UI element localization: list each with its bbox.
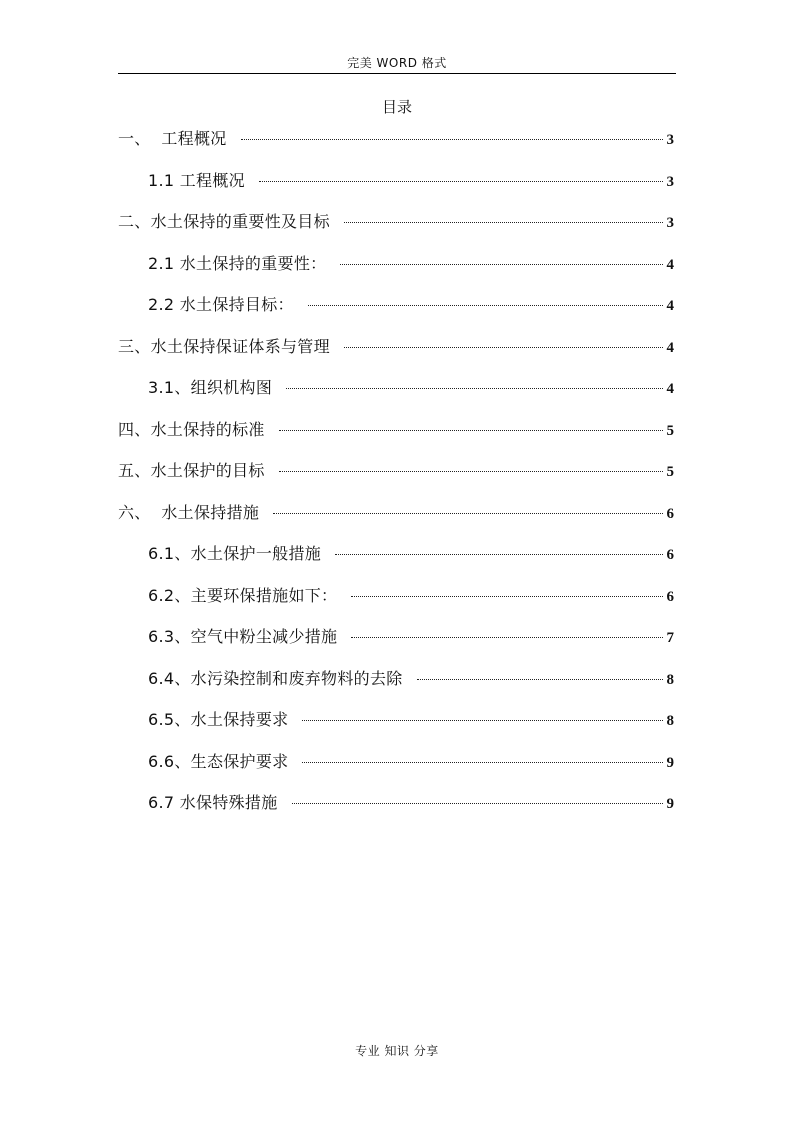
toc-entry-page-number: 3 [666,215,674,231]
toc-entry[interactable] [118,622,674,664]
toc-dot-leader [292,803,663,804]
page-footer: 专业 知识 分享 [355,1044,439,1058]
toc-entry-page-number: 6 [666,505,674,522]
toc-dot-leader [340,264,663,265]
toc-entry-label: 6.1、水土保护一般措施 [148,544,322,563]
toc-entry-page-number: 6 [666,588,674,605]
toc-dot-leader [351,637,663,638]
table-of-contents [118,124,674,830]
toc-entry-label: 6.5、水土保持要求 [148,710,289,729]
toc-dot-leader [241,139,663,140]
toc-entry[interactable] [118,581,674,623]
toc-entry-label: 五、水土保护的目标 [118,461,265,480]
toc-entry-label: 2.1 水土保持的重要性： [148,253,327,273]
toc-dot-leader [279,471,663,472]
toc-entry[interactable] [118,498,674,540]
toc-entry-page-number: 9 [666,754,674,771]
toc-entry[interactable] [118,539,674,581]
toc-entry[interactable] [118,705,674,747]
toc-entry[interactable] [118,166,674,208]
toc-entry-page-number: 4 [666,256,674,273]
toc-entry[interactable] [118,664,674,706]
toc-entry-page-number: 4 [666,381,674,397]
toc-entry-label: 1.1 工程概况 [148,170,245,190]
toc-entry-label: 一、 工程概况 [118,129,227,148]
toc-entry-page-number: 7 [666,630,674,646]
toc-dot-leader [302,762,663,763]
toc-dot-leader [417,679,663,680]
toc-title: 目录 [381,98,412,116]
toc-entry-page-number: 5 [666,422,674,439]
toc-entry-label: 6.7 水保特殊措施 [148,793,278,812]
toc-entry-label: 6.2、主要环保措施如下： [148,585,338,605]
toc-entry-label: 6.3、空气中粉尘减少措施 [148,627,338,646]
toc-entry-label: 六、 水土保持措施 [118,502,260,522]
toc-entry-page-number: 3 [666,132,674,148]
toc-entry-label: 6.4、水污染控制和废弃物料的去除 [148,668,403,688]
toc-dot-leader [302,720,663,721]
toc-entry-page-number: 8 [666,713,674,729]
toc-dot-leader [259,181,663,182]
toc-entry[interactable] [118,373,674,415]
toc-dot-leader [335,554,663,555]
toc-dot-leader [344,222,663,223]
page-header: 完美 WORD 格式 [347,56,447,70]
toc-entry-label: 6.6、生态保护要求 [148,751,289,771]
toc-entry[interactable] [118,456,674,498]
toc-entry-page-number: 6 [666,547,674,563]
toc-dot-leader [286,388,663,389]
toc-entry[interactable] [118,415,674,457]
toc-entry[interactable] [118,207,674,249]
toc-dot-leader [308,305,663,306]
toc-dot-leader [273,513,663,514]
toc-dot-leader [344,347,663,348]
toc-entry-page-number: 5 [666,464,674,480]
toc-entry[interactable] [118,788,674,830]
toc-entry-label: 三、水土保持保证体系与管理 [118,336,330,356]
toc-entry[interactable] [118,124,674,166]
toc-entry[interactable] [118,747,674,789]
toc-dot-leader [351,596,663,597]
header-divider [118,73,676,74]
toc-entry-page-number: 4 [666,298,674,314]
toc-entry-label: 3.1、组织机构图 [148,378,273,397]
toc-entry-page-number: 3 [666,173,674,190]
toc-dot-leader [279,430,663,431]
toc-entry-label: 2.2 水土保持目标： [148,295,294,314]
toc-entry[interactable] [118,332,674,374]
toc-entry-page-number: 9 [666,796,674,812]
toc-entry-label: 四、水土保持的标准 [118,419,265,439]
toc-entry-page-number: 4 [666,339,674,356]
toc-entry[interactable] [118,290,674,332]
toc-entry-page-number: 8 [666,671,674,688]
toc-entry-label: 二、水土保持的重要性及目标 [118,212,330,231]
toc-entry[interactable] [118,249,674,291]
